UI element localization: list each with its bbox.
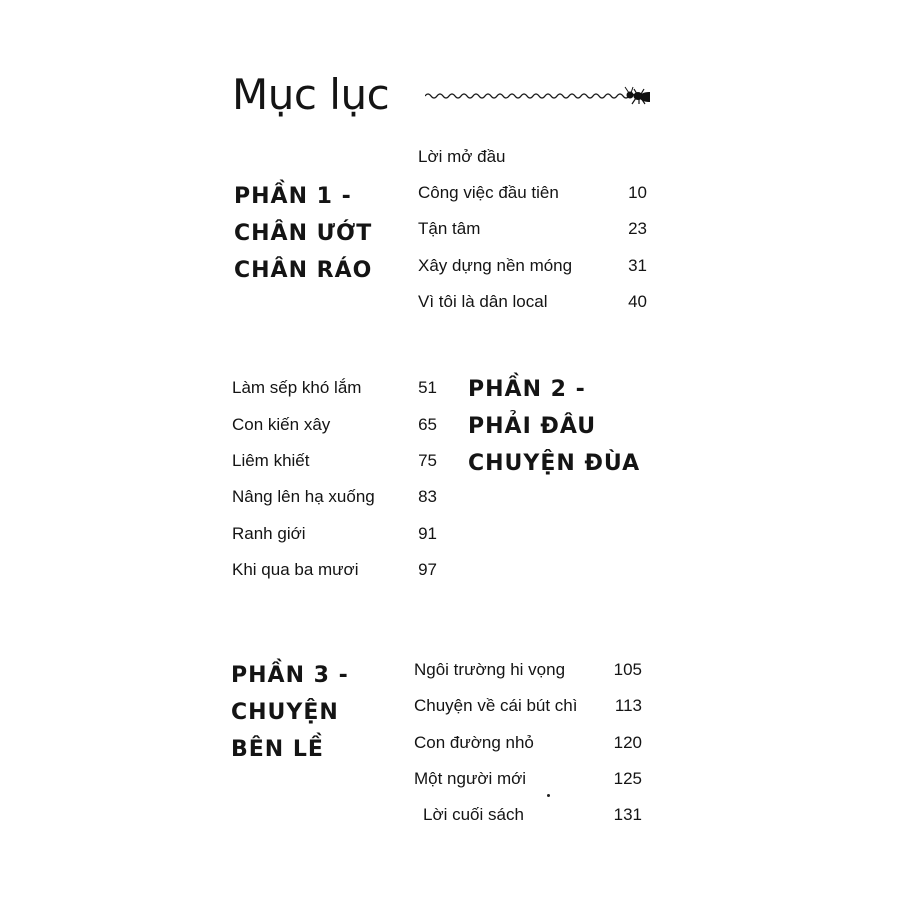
part-title-line: CHUYỆN ĐÙA bbox=[468, 451, 641, 476]
afterword-page: 131 bbox=[613, 805, 642, 824]
chapter-title: Con đường nhỏ bbox=[414, 733, 534, 752]
chapter-page: 51 bbox=[418, 378, 437, 397]
part-title-line: CHUYỆN bbox=[231, 700, 339, 725]
chapter-page: 83 bbox=[418, 487, 437, 506]
dot-mark bbox=[547, 794, 550, 797]
chapter-page: 120 bbox=[613, 733, 642, 752]
part-1-title bbox=[234, 178, 372, 289]
chapter-title: Tận tâm bbox=[418, 219, 481, 238]
chapter-title: Chuyện về cái bút chì bbox=[414, 696, 578, 715]
chapter-title: Xây dựng nền móng bbox=[418, 256, 573, 275]
preface-entry: Lời mở đầu bbox=[418, 147, 506, 166]
chapter-title: Vì tôi là dân local bbox=[418, 292, 548, 311]
chapter-page: 97 bbox=[418, 560, 437, 579]
part-title-line: PHẦN 1 - bbox=[234, 184, 352, 209]
chapter-title: Một người mới bbox=[414, 769, 527, 788]
chapter-title: Làm sếp khó lắm bbox=[232, 378, 362, 397]
chapter-page: 91 bbox=[418, 524, 437, 543]
part-3-title bbox=[231, 657, 349, 768]
chapter-title: Con kiến xây bbox=[232, 415, 331, 434]
chapter-page: 40 bbox=[628, 292, 647, 311]
chapter-title: Nâng lên hạ xuống bbox=[232, 487, 375, 506]
part-2-title bbox=[468, 371, 640, 482]
ant-icon bbox=[625, 87, 650, 104]
chapter-page: 113 bbox=[614, 696, 642, 715]
chapter-page: 65 bbox=[418, 415, 437, 434]
part-title-line: CHÂN ƯỚT bbox=[234, 221, 373, 246]
chapter-title: Liêm khiết bbox=[232, 451, 310, 470]
wavy-line-decoration bbox=[425, 84, 650, 106]
afterword-entry: Lời cuối sách bbox=[423, 805, 524, 824]
part-title-line: BÊN LỀ bbox=[231, 737, 324, 762]
chapter-page: 31 bbox=[628, 256, 647, 275]
part-title-line: CHÂN RÁO bbox=[234, 258, 373, 283]
part-title-line: PHẦN 3 - bbox=[231, 663, 349, 688]
part-title-line: PHẢI ĐÂU bbox=[468, 414, 597, 439]
chapter-page: 10 bbox=[628, 183, 647, 202]
chapter-title: Công việc đầu tiên bbox=[418, 183, 559, 202]
chapter-page: 125 bbox=[613, 769, 642, 788]
chapter-title: Khi qua ba mươi bbox=[232, 560, 359, 579]
chapter-page: 75 bbox=[418, 451, 437, 470]
part-title-line: PHẦN 2 - bbox=[468, 377, 586, 402]
chapter-page: 23 bbox=[628, 219, 647, 238]
chapter-title: Ranh giới bbox=[232, 524, 306, 543]
chapter-title: Ngôi trường hi vọng bbox=[414, 660, 566, 679]
page-title: Mục lục bbox=[232, 70, 390, 119]
chapter-page: 105 bbox=[613, 660, 642, 679]
